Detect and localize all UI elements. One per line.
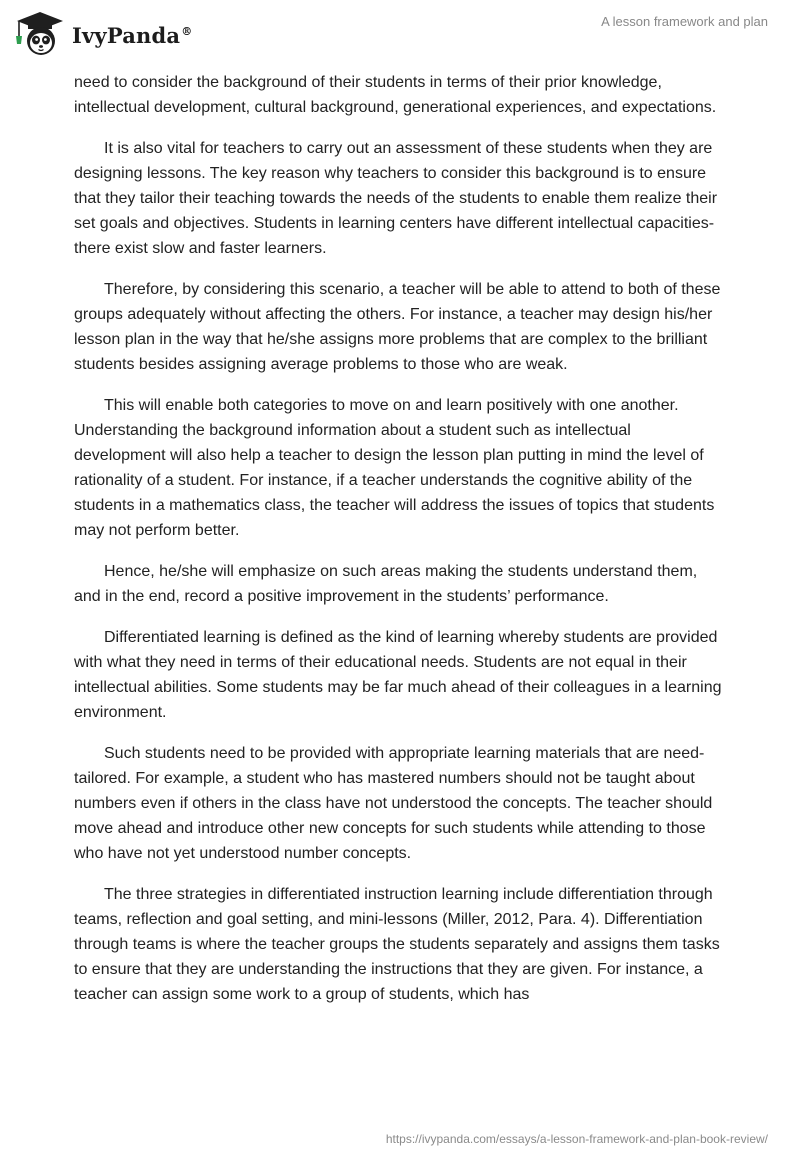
paragraph: Therefore, by considering this scenario, a teacher will be able to attend to both of these groups adequately without affecting the others. For instance, a teacher may design his/her lesson plan in the way that he/she assigns more problems that are complex to the brilliant students besides assigning average problems to those who are weak. (74, 281, 721, 373)
paragraph: Hence, he/she will emphasize on such areas making the students understand them, and in the end, record a positive improvement in the students’ performance. (74, 563, 698, 605)
paragraph: It is also vital for teachers to carry out an assessment of these students when they are designing lessons. The key reason why teachers to consider this background is to ensure that they tailor their teaching towards the needs of the students to enable them realize their set goals and objectives. Students in learning centers have different intellectual capacities- there exist slow and faster learners. (74, 140, 718, 257)
paragraph: Differentiated learning is defined as the kind of learning whereby students are provided with what they need in terms of their educational needs. Students are not equal in their intellectual abilities. Some students may be far much ahead of their colleagues in a learning environment. (74, 629, 722, 721)
source-url[interactable]: https://ivypanda.com/essays/a-lesson-framework-and-plan-book-review/ (385, 1132, 768, 1146)
page-header (0, 0, 800, 66)
registered-mark: ® (181, 24, 193, 38)
paragraph: need to consider the background of their students in terms of their prior knowledge, intellectual development, cultural background, generational experiences, and expectations. (74, 74, 717, 116)
paragraph: Such students need to be provided with appropriate learning materials that are need-tailored. For example, a student who has mastered numbers should not be taught about numbers even if others in the class have not understood the concepts. The teacher should move ahead and introduce other new concepts for such students while attending to those who have not yet understood number concepts. (74, 745, 713, 862)
paragraph: This will enable both categories to move on and learn positively with one another. Understanding the background information about a student such as intellectual development will also help a teacher to design the lesson plan putting in mind the level of rationality of a student. For instance, if a teacher understands the cognitive ability of the students in a mathematics class, the teacher will address the issues of topics that students may not perform better. (74, 397, 715, 539)
panda-graduate-icon (14, 10, 66, 58)
document-title: A lesson framework and plan (601, 14, 768, 29)
paragraph: The three strategies in differentiated instruction learning include differentiation through teams, reflection and goal setting, and mini-lessons (Miller, 2012, Para. 4). Differentiation through teams is where the teacher groups the students separately and assigns them tasks to ensure that they are understanding the instructions that they are given. For instance, a teacher can assign some work to a group of students, which has (74, 886, 720, 1003)
brand-name-text: IvyPanda (72, 22, 181, 48)
brand-name (72, 23, 192, 48)
brand-logo[interactable] (14, 10, 192, 58)
article-body (74, 70, 726, 1023)
